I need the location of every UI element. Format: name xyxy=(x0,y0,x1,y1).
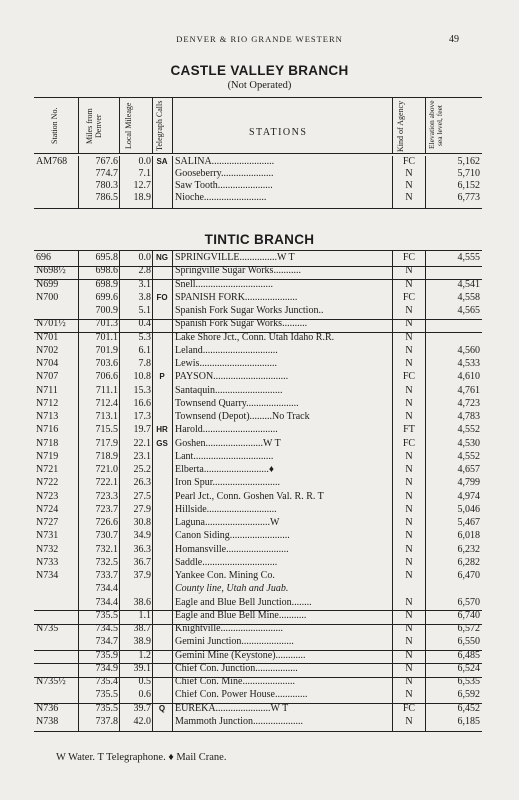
tintic-top-rule xyxy=(34,250,482,251)
elevation: 6,773 xyxy=(457,192,480,204)
kind-of-agency: N xyxy=(405,609,413,621)
header-stations: STATIONS xyxy=(249,127,308,138)
elevation: 6,524 xyxy=(457,662,480,674)
kind-of-agency: N xyxy=(405,649,413,661)
local-mileage: 18.9 xyxy=(133,192,151,204)
miles-from-denver: 735.5 xyxy=(95,702,118,714)
station-name: Lant................................ xyxy=(175,451,274,462)
header-miles: Miles from Denver xyxy=(85,108,103,144)
header-local-mileage: Local Mileage xyxy=(124,102,133,150)
elevation: 4,761 xyxy=(457,384,480,396)
kind-of-agency: FC xyxy=(402,291,416,303)
elevation: 4,541 xyxy=(457,278,480,290)
kind-of-agency: N xyxy=(405,596,413,608)
kind-of-agency: FC xyxy=(402,156,416,167)
miles-from-denver: 718.9 xyxy=(95,450,118,462)
station-name: Lewis............................... xyxy=(175,359,277,369)
kind-of-agency: N xyxy=(405,715,413,727)
station-number: N712 xyxy=(36,397,59,409)
elevation: 6,572 xyxy=(457,623,480,634)
miles-from-denver: 735.5 xyxy=(95,609,118,621)
station-name: Saw Tooth...................... xyxy=(175,181,273,192)
station-name: Eagle and Blue Bell Mine........... xyxy=(175,610,307,621)
elevation: 5,710 xyxy=(457,168,480,180)
elevation: 6,535 xyxy=(457,676,480,687)
station-name: Eagle and Blue Bell Junction........ xyxy=(175,597,312,608)
kind-of-agency: N xyxy=(405,192,413,204)
station-number: N701½ xyxy=(36,318,66,330)
kind-of-agency: N xyxy=(405,530,413,542)
station-number: N707 xyxy=(36,371,59,383)
kind-of-agency: N xyxy=(405,517,413,528)
telegraph-call: Q xyxy=(158,703,166,713)
kind-of-agency: N xyxy=(405,180,413,192)
elevation: 6,452 xyxy=(457,702,480,714)
elevation: 4,657 xyxy=(457,464,480,475)
kind-of-agency: N xyxy=(405,662,413,674)
elevation: 4,723 xyxy=(457,397,480,409)
miles-from-denver: 735.9 xyxy=(95,649,118,661)
miles-from-denver: 698.6 xyxy=(95,265,118,277)
local-mileage: 19.7 xyxy=(133,424,151,436)
elevation: 4,560 xyxy=(457,344,480,356)
header-top-rule xyxy=(34,97,482,98)
station-number: N733 xyxy=(36,556,59,568)
local-mileage: 39.1 xyxy=(133,662,151,674)
station-name: Chief Con. Junction................. xyxy=(175,663,298,674)
local-mileage: 1.2 xyxy=(138,649,151,661)
miles-from-denver: 735.4 xyxy=(95,676,118,687)
station-name: EUREKA......................W T xyxy=(175,703,289,714)
tintic-title: TINTIC BRANCH xyxy=(204,232,315,247)
local-mileage: 36.3 xyxy=(133,543,151,555)
kind-of-agency: N xyxy=(405,358,413,369)
local-mileage: 0.0 xyxy=(138,252,151,263)
kind-of-agency: N xyxy=(405,397,413,409)
telegraph-call: HR xyxy=(156,425,168,435)
local-mileage: 15.3 xyxy=(133,384,151,396)
miles-from-denver: 706.6 xyxy=(95,371,118,383)
station-name: Laguna..........................W xyxy=(175,518,280,528)
station-number: N735 xyxy=(36,623,59,634)
elevation: 4,558 xyxy=(457,291,480,303)
station-number: AM768 xyxy=(36,156,68,167)
elevation: 4,799 xyxy=(457,477,480,489)
elevation: 4,783 xyxy=(457,411,480,422)
kind-of-agency: N xyxy=(405,411,413,422)
station-number: 696 xyxy=(36,252,51,263)
station-name: Leland.............................. xyxy=(175,345,278,356)
kind-of-agency: FC xyxy=(402,702,416,714)
station-name: Goshen.......................W T xyxy=(175,438,281,449)
page-number: 49 xyxy=(449,34,459,45)
kind-of-agency: N xyxy=(405,556,413,568)
miles-from-denver: 713.1 xyxy=(95,411,118,422)
running-head-title: DENVER & RIO GRANDE WESTERN xyxy=(176,34,343,44)
elevation: 4,974 xyxy=(457,490,480,502)
elevation: 4,565 xyxy=(457,305,480,316)
local-mileage: 10.8 xyxy=(133,371,151,383)
elevation: 5,046 xyxy=(457,503,480,515)
elevation: 4,555 xyxy=(457,252,480,263)
local-mileage: 7.1 xyxy=(138,168,151,180)
castle-valley-subtitle: (Not Operated) xyxy=(227,80,292,91)
miles-from-denver: 734.7 xyxy=(95,636,118,648)
local-mileage: 38.9 xyxy=(133,636,151,648)
telegraph-call: SA xyxy=(156,157,168,166)
miles-from-denver: 717.9 xyxy=(95,437,118,449)
station-name: Nioche......................... xyxy=(175,193,267,204)
legend-footer: W Water. T Telegraphone. ♦ Mail Crane. xyxy=(56,752,227,763)
header-station-no: Station No. xyxy=(50,107,59,145)
elevation: 6,185 xyxy=(457,715,480,727)
local-mileage: 27.9 xyxy=(133,503,151,515)
header-elevation: Elevation above sea level, feet xyxy=(427,100,444,150)
miles-from-denver: 735.5 xyxy=(95,689,118,701)
elevation: 5,162 xyxy=(457,156,480,167)
header-telegraph: Telegraph Calls xyxy=(155,100,164,152)
miles-from-denver: 723.3 xyxy=(95,490,118,502)
station-number: N716 xyxy=(36,424,59,436)
local-mileage: 3.1 xyxy=(138,278,151,290)
elevation: 6,740 xyxy=(457,609,480,621)
miles-from-denver: 737.8 xyxy=(95,715,118,727)
station-number: N711 xyxy=(36,384,58,396)
local-mileage: 3.8 xyxy=(138,291,151,303)
elevation: 6,470 xyxy=(457,570,480,581)
castle-bottom-rule xyxy=(34,208,482,209)
kind-of-agency: N xyxy=(405,570,413,581)
station-name: PAYSON.............................. xyxy=(175,372,289,383)
kind-of-agency: FC xyxy=(402,371,416,383)
miles-from-denver: 701.3 xyxy=(95,318,118,330)
miles-from-denver: 700.9 xyxy=(95,305,118,316)
local-mileage: 38.6 xyxy=(133,596,151,608)
miles-from-denver: 701.1 xyxy=(95,331,118,343)
station-number: N698½ xyxy=(36,265,66,277)
miles-from-denver: 726.6 xyxy=(95,517,118,528)
station-name: Gemini Mine (Keystone)............ xyxy=(175,650,306,661)
station-name: Canon Siding........................ xyxy=(175,531,290,542)
local-mileage: 6.1 xyxy=(138,344,151,356)
kind-of-agency: N xyxy=(405,477,413,489)
kind-of-agency: N xyxy=(405,689,413,701)
elevation: 6,570 xyxy=(457,596,480,608)
local-mileage: 39.7 xyxy=(133,702,151,714)
miles-from-denver: 723.7 xyxy=(95,503,118,515)
local-mileage: 12.7 xyxy=(133,180,151,192)
station-number: N735½ xyxy=(36,676,66,687)
miles-from-denver: 701.9 xyxy=(95,344,118,356)
kind-of-agency: N xyxy=(405,331,413,343)
elevation: 4,530 xyxy=(457,437,480,449)
station-name: Snell............................... xyxy=(175,279,274,290)
miles-from-denver: 698.9 xyxy=(95,278,118,290)
local-mileage: 7.8 xyxy=(138,358,151,369)
header-kind-of-agency: Kind of Agency xyxy=(396,100,405,152)
kind-of-agency: FT xyxy=(403,424,415,436)
local-mileage: 0.6 xyxy=(138,689,151,701)
local-mileage: 0.0 xyxy=(138,156,151,167)
station-number: N724 xyxy=(36,503,59,515)
kind-of-agency: N xyxy=(405,278,413,290)
local-mileage: 2.8 xyxy=(138,265,151,277)
miles-from-denver: 734.9 xyxy=(95,662,118,674)
station-name: Townsend (Depot).........No Track xyxy=(175,412,310,422)
miles-from-denver: 703.6 xyxy=(95,358,118,369)
station-name: Lake Shore Jct., Conn. Utah Idaho R.R. xyxy=(175,332,335,343)
station-number: N704 xyxy=(36,358,59,369)
miles-from-denver: 715.5 xyxy=(95,424,118,436)
kind-of-agency: FC xyxy=(402,252,416,263)
miles-from-denver: 734.4 xyxy=(95,596,118,608)
telegraph-call: P xyxy=(159,372,165,382)
station-name: Chief Con. Power House............. xyxy=(175,690,308,701)
kind-of-agency: N xyxy=(405,464,413,475)
station-name: Gooseberry..................... xyxy=(175,169,274,180)
local-mileage: 37.9 xyxy=(133,570,151,581)
tintic-bottom-rule xyxy=(34,731,482,732)
local-mileage: 16.6 xyxy=(133,397,151,409)
miles-from-denver: 786.5 xyxy=(95,192,118,204)
local-mileage: 38.7 xyxy=(133,623,151,634)
local-mileage: 0.4 xyxy=(138,318,151,330)
local-mileage: 1.1 xyxy=(138,609,151,621)
kind-of-agency: N xyxy=(405,450,413,462)
miles-from-denver: 767.6 xyxy=(95,156,118,167)
station-number: N702 xyxy=(36,344,59,356)
station-name: Knightville......................... xyxy=(175,624,284,634)
station-number: N700 xyxy=(36,291,59,303)
elevation: 6,152 xyxy=(457,180,480,192)
elevation: 6,592 xyxy=(457,689,480,701)
station-name: Mammoth Junction.................... xyxy=(175,716,304,727)
kind-of-agency: N xyxy=(405,305,413,316)
miles-from-denver: 734.4 xyxy=(95,583,118,595)
station-number: N734 xyxy=(36,570,59,581)
kind-of-agency: N xyxy=(405,344,413,356)
local-mileage: 25.2 xyxy=(133,464,151,475)
elevation: 4,552 xyxy=(457,424,480,436)
local-mileage: 17.3 xyxy=(133,411,151,422)
station-number: N738 xyxy=(36,715,59,727)
miles-from-denver: 780.3 xyxy=(95,180,118,192)
kind-of-agency: N xyxy=(405,265,413,277)
kind-of-agency: N xyxy=(405,623,413,634)
elevation: 4,533 xyxy=(457,358,480,369)
local-mileage: 30.8 xyxy=(133,517,151,528)
station-number: N713 xyxy=(36,411,59,422)
station-name: SPRINGVILLE...............W T xyxy=(175,253,295,263)
station-name: Gemini Junction..................... xyxy=(175,637,294,648)
local-mileage: 27.5 xyxy=(133,490,151,502)
local-mileage: 36.7 xyxy=(133,556,151,568)
miles-from-denver: 732.5 xyxy=(95,556,118,568)
station-number: N701 xyxy=(36,331,59,343)
station-name: Pearl Jct., Conn. Goshen Val. R. R. T xyxy=(175,491,324,502)
station-number: N727 xyxy=(36,517,59,528)
miles-from-denver: 774.7 xyxy=(95,168,118,180)
kind-of-agency: N xyxy=(405,543,413,555)
elevation: 6,232 xyxy=(457,543,480,555)
elevation: 6,018 xyxy=(457,530,480,542)
local-mileage: 34.9 xyxy=(133,530,151,542)
miles-from-denver: 734.5 xyxy=(95,623,118,634)
station-name: Elberta..........................♦ xyxy=(175,465,274,475)
miles-from-denver: 733.7 xyxy=(95,570,118,581)
kind-of-agency: N xyxy=(405,503,413,515)
station-number: N723 xyxy=(36,490,59,502)
telegraph-call: GS xyxy=(156,438,168,448)
miles-from-denver: 711.1 xyxy=(95,384,118,396)
kind-of-agency: N xyxy=(405,318,413,330)
telegraph-call: FO xyxy=(156,292,168,302)
station-name: Spanish Fork Sugar Works.......... xyxy=(175,319,308,330)
kind-of-agency: N xyxy=(405,676,413,687)
castle-valley-title: CASTLE VALLEY BRANCH xyxy=(170,63,349,78)
station-name: Townsend Quarry..................... xyxy=(175,398,299,409)
station-name: Spanish Fork Sugar Works Junction.. xyxy=(175,306,324,316)
kind-of-agency: N xyxy=(405,384,413,396)
miles-from-denver: 712.4 xyxy=(95,397,118,409)
elevation: 6,282 xyxy=(457,556,480,568)
station-number: N731 xyxy=(36,530,59,542)
local-mileage: 5.1 xyxy=(138,305,151,316)
telegraph-call: NG xyxy=(156,253,168,262)
station-name: Hillside............................ xyxy=(175,504,277,515)
miles-from-denver: 695.8 xyxy=(95,252,118,263)
station-name: Iron Spur........................... xyxy=(175,478,280,489)
local-mileage: 22.1 xyxy=(133,437,151,449)
miles-from-denver: 722.1 xyxy=(95,477,118,489)
elevation: 4,610 xyxy=(457,371,480,383)
station-number: N736 xyxy=(36,702,59,714)
station-name: Homansville......................... xyxy=(175,544,289,555)
miles-from-denver: 699.6 xyxy=(95,291,118,303)
miles-from-denver: 732.1 xyxy=(95,543,118,555)
station-number: N722 xyxy=(36,477,59,489)
local-mileage: 42.0 xyxy=(133,715,151,727)
elevation: 6,485 xyxy=(457,649,480,661)
station-number: N719 xyxy=(36,450,59,462)
miles-from-denver: 721.0 xyxy=(95,464,118,475)
station-name: Chief Con. Mine..................... xyxy=(175,677,295,687)
station-number: N699 xyxy=(36,278,59,290)
kind-of-agency: N xyxy=(405,490,413,502)
station-name: County line, Utah and Juab. xyxy=(175,584,289,595)
miles-from-denver: 730.7 xyxy=(95,530,118,542)
local-mileage: 26.3 xyxy=(133,477,151,489)
elevation: 5,467 xyxy=(457,517,480,528)
elevation: 6,550 xyxy=(457,636,480,648)
station-name: Saddle.............................. xyxy=(175,557,278,568)
header-bottom-rule xyxy=(34,153,482,154)
elevation: 4,552 xyxy=(457,450,480,462)
station-name: SPANISH FORK..................... xyxy=(175,292,298,303)
station-name: Yankee Con. Mining Co. xyxy=(175,571,275,581)
station-name: SALINA......................... xyxy=(175,157,275,167)
station-name: Santaquin........................... xyxy=(175,385,283,396)
local-mileage: 5.3 xyxy=(138,331,151,343)
station-number: N718 xyxy=(36,437,59,449)
local-mileage: 0.5 xyxy=(138,676,151,687)
station-number: N732 xyxy=(36,543,59,555)
station-number: N721 xyxy=(36,464,59,475)
kind-of-agency: N xyxy=(405,168,413,180)
local-mileage: 23.1 xyxy=(133,450,151,462)
kind-of-agency: FC xyxy=(402,437,416,449)
station-name: Harold.............................. xyxy=(175,425,278,436)
kind-of-agency: N xyxy=(405,636,413,648)
station-name: Springville Sugar Works........... xyxy=(175,266,301,277)
